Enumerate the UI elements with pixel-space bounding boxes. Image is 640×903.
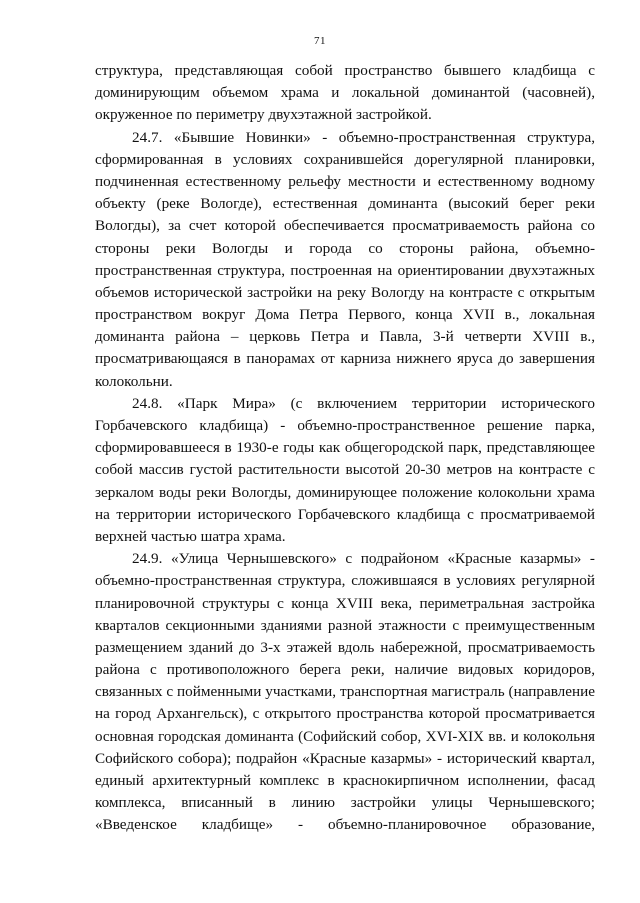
text-line: на территории исторического Горбачевского кладбища с просматриваемой bbox=[95, 505, 595, 523]
text-line: стороны реки Вологды и города со стороны района, объемно- bbox=[95, 239, 595, 257]
text-line: подчиненная естественному рельефу местности и естественному водному bbox=[95, 172, 595, 190]
text-line: структура, представляющая собой пространство бывшего кладбища с bbox=[95, 62, 595, 79]
text-line: планировочной структуры с конца XVIII века, периметральная застройка bbox=[95, 594, 595, 612]
text-line: «Введенское кладбище» - объемно-планировочное образование, bbox=[95, 816, 595, 834]
text-line: объемов исторической застройки на реку Вологду на контрасте с открытым bbox=[95, 283, 595, 301]
text-line: верхней частью шатра храма. bbox=[95, 527, 286, 545]
text-line: кварталов секционными зданиями разной этажности с преимущественным bbox=[95, 616, 595, 634]
text-line: доминирующим объемом храма и локальной доминантой (часовней), bbox=[95, 84, 595, 102]
text-line: 24.8. «Парк Мира» (с включением территории исторического bbox=[132, 394, 595, 412]
text-line: 24.7. «Бывшие Новинки» - объемно-пространственная структура, bbox=[132, 128, 595, 146]
text-line: пространственная структура, построенная на ориентировании двухэтажных bbox=[95, 261, 595, 279]
text-line: единый архитектурный комплекс в краснокирпичном исполнении, фасад bbox=[95, 772, 595, 789]
text-line: района с противоположного берега реки, наличие видовых коридоров, bbox=[95, 661, 595, 679]
text-line: Софийского собора); подрайон «Красные казармы» - исторический квартал, bbox=[95, 749, 595, 767]
text-line: Вологды), за счет которой обеспечивается просматриваемость района со bbox=[95, 217, 595, 235]
text-line: зеркалом воды реки Вологды, доминирующее положение колокольни храма bbox=[95, 483, 595, 501]
text-line: Горбачевского кладбища) - объемно-пространственное решение парка, bbox=[95, 417, 595, 434]
text-line: доминанта района – церковь Петра и Павла, 3-й четверти XVIII в., bbox=[95, 328, 595, 346]
text-line: пространством вокруг Дома Петра Первого, конца XVII в., локальная bbox=[95, 306, 595, 324]
text-line: окруженное по периметру двухэтажной застройкой. bbox=[95, 106, 432, 124]
text-line: объекту (реке Вологде), естественная доминанта (высокий берег реки bbox=[95, 195, 595, 213]
text-line: сформировавшееся в 1930-е годы как общегородской парк, представляющее bbox=[95, 439, 595, 457]
page-number: 71 bbox=[314, 35, 326, 47]
text-line: размещением зданий до 3-х этажей вдоль набережной, просматриваемость bbox=[95, 638, 595, 656]
text-line: 24.9. «Улица Чернышевского» с подрайоном «Красные казармы» - bbox=[132, 550, 595, 568]
text-line: комплекса, вписанный в линию застройки улицы Чернышевского; bbox=[95, 794, 595, 812]
text-line: собой массив густой растительности высотой 20-30 метров на контрасте с bbox=[95, 461, 595, 479]
text-line: колокольни. bbox=[95, 372, 173, 390]
text-line: связанных с пойменными участками, транспортная магистраль (направление bbox=[95, 683, 595, 701]
body-text bbox=[95, 60, 595, 837]
text-line: просматривающаяся в панорамах от карниза нижнего яруса до завершения bbox=[95, 350, 595, 368]
text-line: сформированная в условиях сохранившейся дорегулярной планировки, bbox=[95, 150, 595, 168]
text-line: на город Архангельск), с открытого пространства которой просматривается bbox=[95, 705, 595, 723]
text-line: объемно-пространственная структура, сложившаяся в условиях регулярной bbox=[95, 572, 595, 590]
text-line: основная городская доминанта (Софийский собор, XVI-XIX вв. и колокольня bbox=[95, 728, 595, 745]
